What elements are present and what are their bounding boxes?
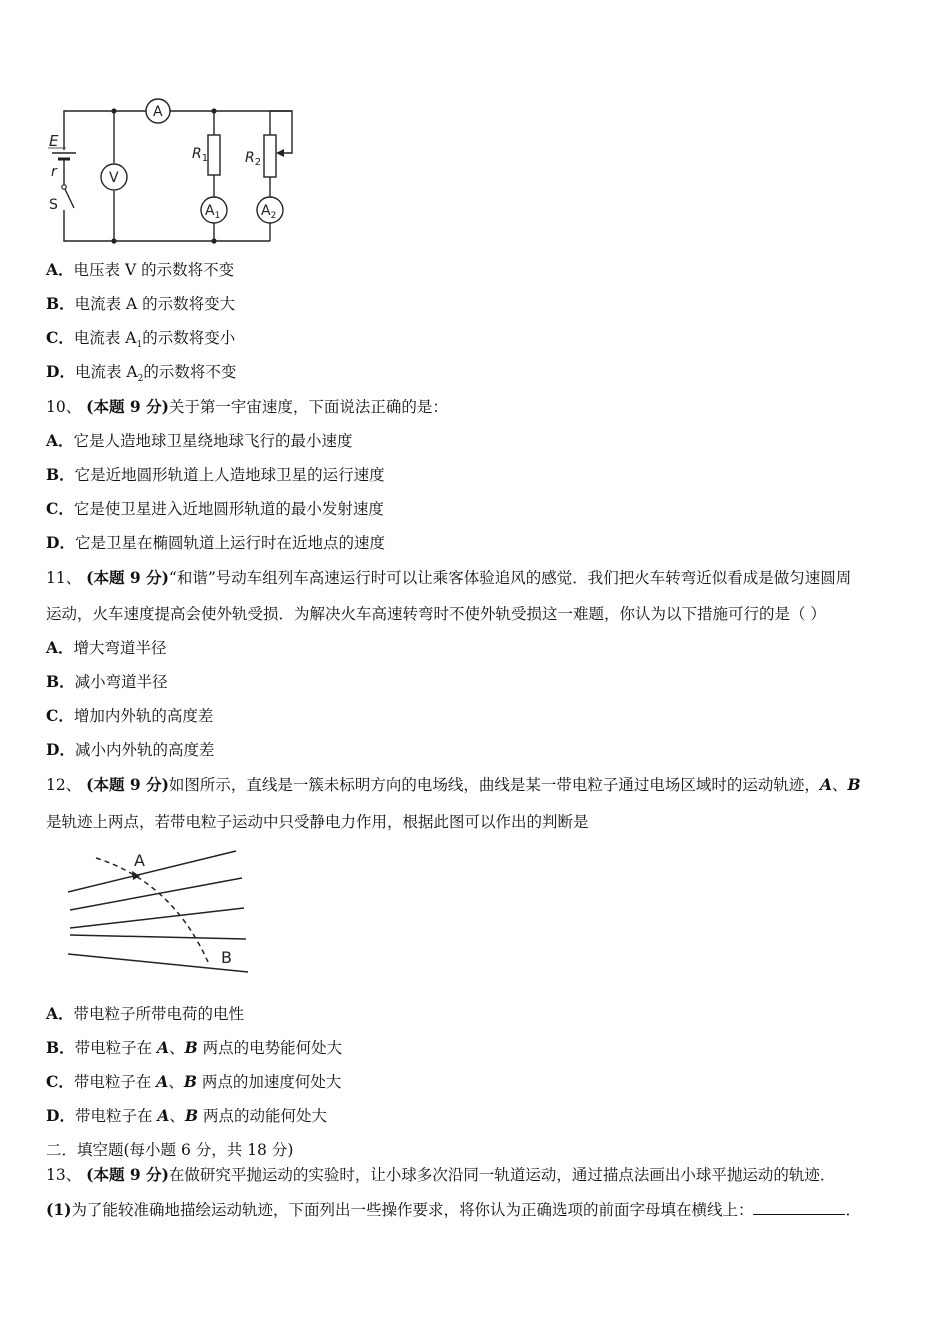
- point-a-label: A: [134, 851, 145, 870]
- emf-label: E: [49, 132, 59, 150]
- ammeter-a1-sub: 1: [214, 211, 221, 221]
- q10-option-a[interactable]: A．它是人造地球卫星绕地球飞行的最小速度: [46, 431, 353, 450]
- svg-text:R1: [192, 146, 208, 164]
- ammeter-a1-label: A: [205, 203, 215, 219]
- q11-stem-line2: 运动，火车速度提高会使外轨受损．为解决火车高速转弯时不使外轨受损这一难题，你认为以下措施可行的是（ ）: [46, 605, 826, 623]
- q13-stem: 13、 (本题 9 分)在做研究平抛运动的实验时，让小球多次沿同一轨道运动，通过描点法画出小球平抛运动的轨迹．: [46, 1165, 836, 1184]
- q12-option-a[interactable]: A．带电粒子所带电荷的电性: [46, 1004, 245, 1023]
- q10-option-c[interactable]: C．它是使卫星进入近地圆形轨道的最小发射速度: [46, 499, 384, 518]
- q12-stem-line2: 是轨迹上两点，若带电粒子运动中只受静电力作用，根据此图可以作出的判断是: [46, 813, 589, 831]
- switch-label: S: [49, 197, 58, 213]
- r1-label: R: [192, 146, 202, 162]
- section-2-title: 二．填空题(每小题 6 分，共 18 分): [46, 1141, 294, 1159]
- q10-option-b[interactable]: B．它是近地圆形轨道上人造地球卫星的运行速度: [46, 465, 385, 484]
- answer-blank[interactable]: [753, 1200, 845, 1215]
- q9-option-c[interactable]: C．电流表 $A_1$的示数将变小: [46, 328, 236, 351]
- field-lines-diagram: [60, 842, 260, 977]
- q12-option-b[interactable]: B．带电粒子在 A、B 两点的电势能何处大: [46, 1038, 343, 1057]
- r1-sub: 1: [201, 153, 209, 164]
- q12-stem-line1: 12、 (本题 9 分)如图所示，直线是一簇未标明方向的电场线，曲线是某一带电粒子通过电场区域时的运动轨迹，A、B: [46, 775, 861, 794]
- r2-sub: 2: [254, 157, 262, 168]
- q10-stem: 10、 (本题 9 分)关于第一宇宙速度，下面说法正确的是：: [46, 397, 448, 416]
- q12-option-d[interactable]: D．带电粒子在 A、B 两点的动能何处大: [46, 1106, 327, 1125]
- q10-option-d[interactable]: D．它是卫星在椭圆轨道上运行时在近地点的速度: [46, 533, 385, 552]
- q9-option-b[interactable]: B．电流表 A 的示数将变大: [46, 294, 236, 313]
- q12-option-c[interactable]: C．带电粒子在 A、B 两点的加速度何处大: [46, 1072, 342, 1091]
- q11-option-c[interactable]: C．增加内外轨的高度差: [46, 706, 214, 725]
- q11-stem-line1: 11、 (本题 9 分)“和谐”号动车组列车高速运行时可以让乘客体验追风的感觉．我们把火车转弯近似看成是做匀速圆周: [46, 568, 852, 587]
- internal-r-label: r: [51, 164, 57, 180]
- circuit-diagram: [40, 95, 310, 250]
- r2-label: R: [245, 150, 255, 166]
- svg-text:R2: [245, 150, 261, 168]
- q11-option-d[interactable]: D．减小内外轨的高度差: [46, 740, 215, 759]
- q11-option-a[interactable]: A．增大弯道半径: [46, 638, 167, 657]
- q11-option-b[interactable]: B．减小弯道半径: [46, 672, 168, 691]
- point-b-label: B: [221, 948, 232, 967]
- q9-option-d[interactable]: D．电流表 $A_2$的示数将不变: [46, 362, 237, 385]
- voltmeter-label: V: [109, 170, 119, 186]
- ammeter-a2-label: A: [261, 203, 271, 219]
- ammeter-a2-sub: 2: [270, 211, 277, 221]
- q13-sub1: (1)为了能较准确地描绘运动轨迹，下面列出一些操作要求，将你认为正确选项的前面字母填在横线上： ．: [46, 1200, 861, 1219]
- q9-option-a[interactable]: A．电压表 V 的示数将不变: [46, 260, 235, 279]
- ammeter-a-label: A: [153, 104, 163, 120]
